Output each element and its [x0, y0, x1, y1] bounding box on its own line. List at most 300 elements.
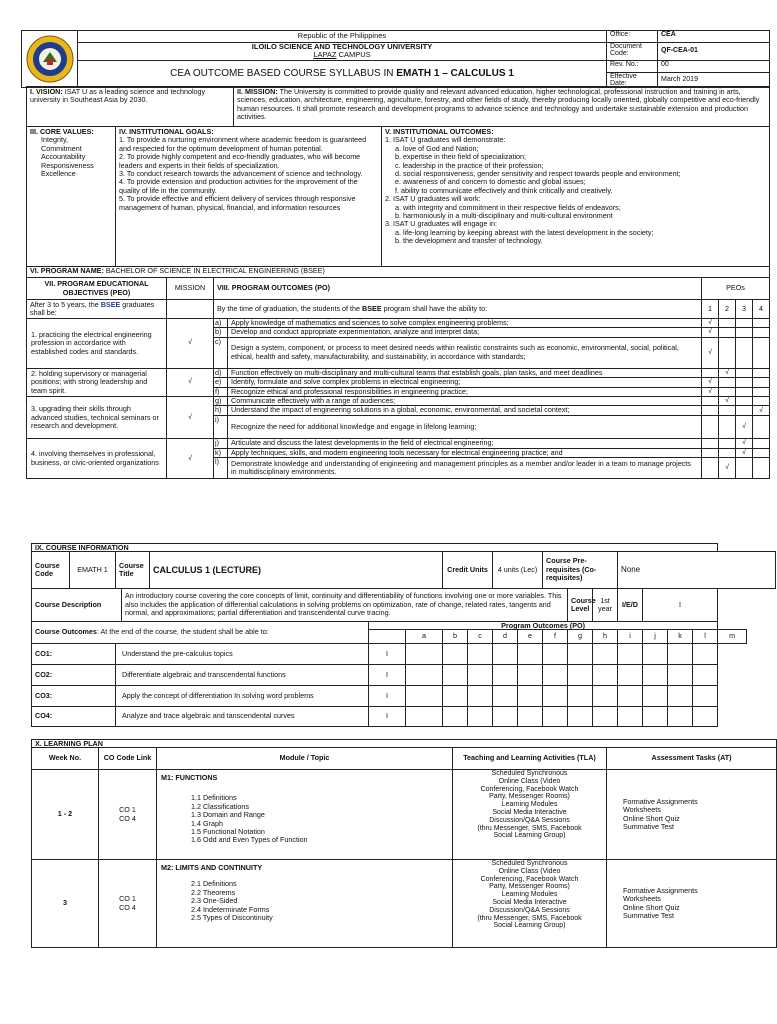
peo-text: 2. holding supervisory or managerial positions; with strong leadership and team spirit. [27, 368, 167, 396]
lp-tla [453, 770, 607, 860]
co-po-cell [568, 644, 593, 665]
po-text: Recognize the need for additional knowledge and engage in lifelong learning; [228, 416, 702, 439]
co-po-cell [518, 665, 543, 686]
po-letter-header: e [518, 630, 543, 644]
goals-label: IV. INSTITUTIONAL GOALS: [119, 127, 214, 136]
lp-assessment-item: Online Short Quiz [623, 813, 680, 823]
peo-check-cell: √ [702, 387, 719, 396]
peo-check-cell: √ [719, 368, 736, 377]
co-po-cell [668, 686, 693, 707]
rev-label: Rev. No.: [607, 60, 658, 72]
peo-check-cell [702, 397, 719, 406]
co-po-cell [693, 707, 718, 727]
vision-text: ISAT U as a leading science and technology university in Southeast Asia by 2030. [30, 87, 206, 105]
lp-assessment-item: Worksheets [623, 894, 661, 904]
core-value-item: Integrity, [41, 135, 69, 145]
lp-module [157, 770, 453, 860]
peo-check-cell [736, 406, 753, 416]
po-letter: l) [214, 458, 228, 479]
core-values-label: III. CORE VALUES: [30, 127, 94, 136]
peo-text: 3. upgrading their skills through advanced studies, technical seminars or research and development. [27, 397, 167, 439]
peo-check-cell [719, 387, 736, 396]
lp-topic: 2.5 Types of Discontinuity [191, 913, 273, 923]
peo-check-cell [753, 448, 770, 457]
mission-check: √ [167, 397, 214, 439]
co-po-cell [618, 644, 643, 665]
learning-plan-title: X. LEARNING PLAN [32, 740, 777, 748]
lp-row [32, 770, 777, 860]
po-letter: d) [214, 368, 228, 377]
lp-topic: 1.2 Classifications [191, 801, 249, 811]
peo-intro-program: BSEE [100, 299, 121, 309]
peo-check-cell [719, 319, 736, 328]
mission-text: The University is committed to provide quality and relevant advanced education, higher technological, professional instruction and training in arts, sciences, education, architecture, engineering, agriculture, forestry, and other fields of study, thereby producing locally oriented, globally competitive and eco-friendly human resources. It shall promote research and development programs to advance science and technology and undertake sustainable extension and production activities. [237, 87, 760, 122]
co-po-cell [593, 665, 618, 686]
lp-topic: 2.1 Definitions [191, 879, 237, 889]
lp-topic: 2.4 Indeterminate Forms [191, 904, 270, 914]
po-intro-program: BSEE [362, 303, 382, 313]
lp-assessment [607, 770, 777, 860]
outcome-line: 1. ISAT U graduates will demonstrate: [385, 135, 506, 145]
office-label: Office: [607, 31, 658, 43]
peo-check-cell [753, 397, 770, 406]
peo-check-cell [736, 458, 753, 479]
lp-tla-line: Social Learning Group) [493, 922, 566, 930]
co-po-cell [643, 686, 668, 707]
lp-co-item: CO 1 [119, 805, 136, 815]
co-text: Apply the concept of differentiation In solving word problems [116, 686, 369, 707]
university-seal [25, 35, 74, 83]
outcome-line: 3. ISAT U graduates will engage in: [385, 219, 498, 229]
co-po-cell [518, 707, 543, 727]
peo-check-cell: √ [702, 319, 719, 328]
lp-module [157, 860, 453, 948]
peo-intro-text: graduates shall be: [30, 299, 155, 317]
mission-header: MISSION [167, 278, 214, 300]
vision-cell [27, 87, 234, 127]
peo-intro-text: After 3 to 5 years, the [30, 299, 101, 309]
goal-item: 1. To provide a nurturing environment where academic freedom is guaranteed and respected for the optimum development of human potential. [119, 135, 367, 153]
lp-topic: 1.4 Graph [191, 818, 223, 828]
lp-tla-line: Social Learning Group) [493, 832, 566, 840]
po-letter-header: d [493, 630, 518, 644]
course-outcomes-label: Course Outcomes [35, 627, 97, 637]
campus-underlined: LAPAZ [313, 50, 337, 60]
course-title-value: CALCULUS 1 (LECTURE) [150, 552, 443, 589]
outcome-line: e. awareness of and concern to domestic and global issues; [395, 177, 586, 187]
lp-assessment-item: Summative Test [623, 910, 674, 920]
lp-tla [453, 860, 607, 948]
lp-header-week: Week No. [32, 748, 99, 770]
lp-co-item: CO 1 [119, 894, 136, 904]
lp-tla-line: Party, Messenger Rooms) [489, 793, 570, 801]
lp-assessment-item: Formative Assignments [623, 796, 698, 806]
lp-assessment-item: Summative Test [623, 821, 674, 831]
lp-assessment-item: Worksheets [623, 805, 661, 815]
goals-cell [116, 127, 382, 267]
outcome-line: c. leadership in the practice of their profession; [395, 160, 544, 170]
lp-tla-line: Online Class (Video [498, 777, 561, 785]
co-ied: I [369, 686, 406, 707]
lp-co-item: CO 4 [119, 902, 136, 912]
co-po-cell [543, 707, 568, 727]
course-info-table [31, 543, 776, 727]
prereq-label: Course Pre-requisites (Co-requisites) [543, 552, 618, 589]
peo-check-cell [719, 448, 736, 457]
po-text: Apply techniques, skills, and modern engineering tools necessary for electrical engineering practice; and [228, 448, 702, 457]
co-po-cell [468, 686, 493, 707]
lp-topic: 1.1 Definitions [191, 793, 237, 803]
co-po-cell [406, 707, 443, 727]
peo-check-cell [736, 328, 753, 337]
eff-value: March 2019 [658, 72, 770, 87]
peo-check-cell [736, 387, 753, 396]
outcome-line: a. love of God and Nation; [395, 143, 479, 153]
course-level-value: 1st year [593, 589, 618, 622]
po-letter: e) [214, 378, 228, 387]
peo-check-cell: √ [736, 439, 753, 448]
lp-topic: 1.6 Odd and Even Types of Function [191, 835, 308, 845]
co-po-cell [668, 665, 693, 686]
peo-col-header: 1 [702, 300, 719, 319]
doc-code-value: QF-CEA-01 [658, 43, 770, 61]
lp-week: 3 [32, 860, 99, 948]
co-po-cell [468, 707, 493, 727]
course-level-label: Course Level [568, 589, 593, 622]
co-code: CO4: [32, 707, 116, 727]
course-desc-value: An introductory course covering the core concepts of limit, continuity and differentiability of functions involving one or more variables. This also includes the application of differential calculations in solving problems on optimization, rate of change, related rates, tangents and normal, and approximations; partial differentiation and transcendental curve tracing. [122, 589, 568, 622]
peo-check-cell [736, 378, 753, 387]
course-outcomes-intro [32, 622, 369, 644]
co-po-cell [668, 707, 693, 727]
lp-topic: 1.3 Domain and Range [191, 810, 265, 820]
lp-tla-line: Online Class (Video [498, 867, 561, 875]
po-letter-header: f [543, 630, 568, 644]
co-po-cell [468, 665, 493, 686]
goal-item: 4. To provide extension and production activities for the improvement of the quality of life in the community. [119, 177, 358, 195]
course-code-value: EMATH 1 [70, 552, 116, 589]
course-info-title: IX. COURSE INFORMATION [32, 544, 718, 552]
peo-check-cell [753, 387, 770, 396]
peo-check-cell [719, 378, 736, 387]
lp-header-tla: Teaching and Learning Activities (TLA) [453, 748, 607, 770]
peo-check-cell [702, 368, 719, 377]
peo-check-cell [719, 439, 736, 448]
logo-cell [22, 31, 78, 88]
peo-check-cell: √ [702, 337, 719, 368]
po-letter: g) [214, 397, 228, 406]
lp-assessment-item: Formative Assignments [623, 885, 698, 895]
outcomes-cell [382, 127, 770, 267]
po-text: Develop and conduct appropriate experimentation, analyze and interpret data; [228, 328, 702, 337]
peo-check-cell: √ [702, 328, 719, 337]
peo-check-cell [702, 458, 719, 479]
po-group-header: Program Outcomes (PO) [369, 622, 718, 630]
po-row [27, 439, 770, 448]
peo-col-header: 4 [753, 300, 770, 319]
co-po-cell [543, 644, 568, 665]
lp-tla-line: Discussion/Q&A Sessions [489, 906, 570, 914]
co-code: CO1: [32, 644, 116, 665]
po-intro-text: program shall have the ability to: [381, 303, 488, 313]
peo-check-cell: √ [719, 458, 736, 479]
co-row [32, 665, 776, 686]
po-text: Function effectively on multi-disciplinary and multi-cultural teams that establish goals, plan tasks, and meet deadlines [228, 368, 702, 377]
co-po-cell [443, 665, 468, 686]
lp-row [32, 860, 777, 948]
peo-check-cell [702, 416, 719, 439]
co-code: CO2: [32, 665, 116, 686]
lp-header-module: Module / Topic [157, 748, 453, 770]
co-po-cell [643, 644, 668, 665]
peo-check-cell [753, 319, 770, 328]
peo-check-cell [736, 368, 753, 377]
po-letter: i) [214, 416, 228, 439]
co-po-cell [618, 665, 643, 686]
co-po-cell [468, 644, 493, 665]
peo-check-cell: √ [736, 416, 753, 439]
credit-value: 4 units (Lec) [493, 552, 543, 589]
lp-module-title: M2: LIMITS AND CONTINUITY [161, 863, 263, 872]
co-po-cell [593, 707, 618, 727]
outcome-line: a. life-long learning by keeping abreast with the latest development in the society; [395, 227, 654, 237]
po-letter-header: c [468, 630, 493, 644]
co-po-cell [643, 707, 668, 727]
po-text: Design a system, component, or process to meet desired needs within realistic constraints such as economic, environmental, social, political, ethical, health and safety, manufacturability, and sustainability, in accordance with standards; [228, 337, 702, 368]
lp-assessment-item: Online Short Quiz [623, 902, 680, 912]
po-letter-header: g [568, 630, 593, 644]
po-letter-header: k [668, 630, 693, 644]
peo-check-cell: √ [719, 397, 736, 406]
lp-header-co: CO Code Link [99, 748, 157, 770]
core-value-item: Accountability [41, 152, 86, 162]
po-text: Communicate effectively with a range of audiences; [228, 397, 702, 406]
peo-check-cell [753, 368, 770, 377]
peo-check-cell [753, 337, 770, 368]
po-letter-header: j [643, 630, 668, 644]
core-value-item: Excellence [41, 169, 76, 179]
co-code: CO3: [32, 686, 116, 707]
mission-check: √ [167, 439, 214, 479]
peo-check-cell [753, 458, 770, 479]
outcome-line: 2. ISAT U graduates will work: [385, 194, 481, 204]
syllabus-course-title: EMATH 1 – CALCULUS 1 [396, 67, 514, 79]
po-ied-col-header [369, 630, 406, 644]
co-po-cell [406, 665, 443, 686]
peo-col-header: 3 [736, 300, 753, 319]
lp-tla-line: Scheduled Synchronous [491, 860, 568, 867]
peo-check-cell [736, 397, 753, 406]
syllabus-title-prefix: CEA OUTCOME BASED COURSE SYLLABUS IN [170, 67, 397, 79]
prereq-value: None [618, 552, 776, 589]
program-name-label: VI. PROGRAM NAME: [30, 266, 104, 275]
peo-text: 1. practicing the electrical engineering profession in accordance with established codes and standards. [27, 319, 167, 369]
credit-label: Credit Units [443, 552, 493, 589]
core-values-list [30, 136, 112, 178]
vision-mission-table [26, 86, 770, 127]
lp-topic: 2.3 One-Sided [191, 896, 238, 906]
co-row [32, 644, 776, 665]
co-po-cell [493, 686, 518, 707]
lp-assessment [607, 860, 777, 948]
co-po-cell [543, 686, 568, 707]
co-row [32, 686, 776, 707]
co-po-cell [443, 707, 468, 727]
co-po-cell [668, 644, 693, 665]
peo-check-cell [753, 416, 770, 439]
core-value-item: Responsiveness [41, 160, 94, 170]
co-po-cell [493, 707, 518, 727]
lp-tla-line: Conferencing, Facebook Watch [480, 875, 579, 883]
mission-check: √ [167, 368, 214, 396]
co-po-cell [568, 686, 593, 707]
peo-check-cell [719, 337, 736, 368]
co-ied: I [369, 665, 406, 686]
po-letter: f) [214, 387, 228, 396]
co-ied: I [369, 644, 406, 665]
vision-label: I. VISION: [30, 87, 63, 96]
peo-check-cell [736, 337, 753, 368]
goal-item: 3. To conduct research towards the advancement of science and technology. [119, 169, 363, 179]
peo-check-cell [719, 328, 736, 337]
co-po-cell [693, 665, 718, 686]
goal-item: 2. To provide highly competent and eco-friendly graduates, who will become leaders and experts in their fields of specialization. [119, 152, 361, 170]
po-header: VIII. PROGRAM OUTCOMES (PO) [214, 278, 702, 300]
outcome-line: d. social responsiveness, gender sensitivity and respect towards people and environment; [395, 169, 681, 179]
peo-header: VII. PROGRAM EDUCATIONAL OBJECTIVES (PEO) [27, 278, 167, 300]
program-name-value: BACHELOR OF SCIENCE IN ELECTRICAL ENGINEERING (BSEE) [103, 266, 325, 275]
peo-check-cell: √ [702, 378, 719, 387]
lp-tla-line: Party, Messenger Rooms) [489, 883, 570, 891]
seal-icon [26, 35, 74, 83]
co-po-cell [593, 686, 618, 707]
peo-check-cell [736, 319, 753, 328]
co-body [32, 644, 776, 727]
co-po-cell [443, 644, 468, 665]
lp-tla-line: Scheduled Synchronous [491, 770, 568, 777]
outcome-line: f. ability to communicate effectively and think critically and creatively. [395, 185, 613, 195]
peo-col-header: 2 [719, 300, 736, 319]
peo-check-cell [702, 406, 719, 416]
mission-check: √ [167, 319, 214, 369]
po-letter-header: l [693, 630, 718, 644]
university-name: ILOILO SCIENCE AND TECHNOLOGY UNIVERSITY [251, 42, 433, 51]
peo-check-cell [753, 439, 770, 448]
po-letter: j) [214, 439, 228, 448]
po-letter: a) [214, 319, 228, 328]
ied-value: I [643, 589, 718, 622]
co-po-cell [568, 707, 593, 727]
po-letter-header: i [618, 630, 643, 644]
co-po-cell [406, 686, 443, 707]
lp-topic: 1.5 Functional Notation [191, 827, 265, 837]
po-text: Recognize ethical and professional responsibilities in engineering practice; [228, 387, 702, 396]
po-text: Demonstrate knowledge and understanding of engineering and management principles as a member and/or leader in a team to manage projects in multidisciplinary environments. [228, 458, 702, 479]
program-name-row [27, 267, 770, 278]
lp-topic: 2.2 Theorems [191, 887, 236, 897]
po-intro-text: By the time of graduation, the students of the [217, 303, 363, 313]
lp-module-title: M1: FUNCTIONS [161, 773, 218, 782]
lp-tla-line: Learning Modules [501, 891, 558, 899]
po-text: Understand the impact of engineering solutions in a global, economic, environmental, and societal context; [228, 406, 702, 416]
lp-tla-line: Discussion/Q&A Sessions [489, 816, 570, 824]
lp-body [32, 770, 777, 948]
po-letter: b) [214, 328, 228, 337]
goal-item: 5. To provide effective and efficient delivery of services through responsive management of human, physical, financial, and information resources [119, 194, 356, 212]
values-goals-outcomes-table [26, 126, 770, 267]
peo-check-cell [719, 416, 736, 439]
co-po-cell [493, 665, 518, 686]
co-text: Differentiate algebraic and transcendental functions [116, 665, 369, 686]
lp-tla-line: Social Media Interactive [492, 808, 567, 816]
co-po-cell [518, 644, 543, 665]
peos-header: PEOs [702, 278, 770, 300]
co-row [32, 707, 776, 727]
peo-check-cell [753, 378, 770, 387]
peo-check-cell [753, 328, 770, 337]
lp-tla-line: (thru Messenger, SMS, Facebook [477, 824, 582, 832]
po-intro [214, 300, 702, 319]
po-letter-header: h [593, 630, 618, 644]
syllabus-title [78, 60, 607, 87]
po-letter-header: b [443, 630, 468, 644]
po-letter-header: m [718, 630, 747, 644]
core-value-item: Commitment [41, 143, 82, 153]
doc-code-label: Document Code: [607, 43, 658, 61]
co-text: Analyze and trace algebraic and tanscendental curves [116, 707, 369, 727]
co-po-cell [543, 665, 568, 686]
mission-label: II. MISSION: [237, 87, 278, 96]
lp-co-link [99, 860, 157, 948]
po-letter-header: a [406, 630, 443, 644]
republic-line: Republic of the Philippines [78, 31, 607, 43]
peo-check-cell: √ [753, 406, 770, 416]
document-header [21, 30, 770, 88]
lp-header-at: Assessment Tasks (AT) [607, 748, 777, 770]
co-po-cell [593, 644, 618, 665]
po-text: Identify, formulate and solve complex problems in electrical engineering; [228, 378, 702, 387]
co-po-cell [693, 644, 718, 665]
po-letter: k) [214, 448, 228, 457]
peo-po-table [26, 266, 770, 479]
co-po-cell [618, 686, 643, 707]
outcome-line: b. expertise in their field of specialization; [395, 152, 527, 162]
ied-label: I/E/D [618, 589, 643, 622]
lp-co-item: CO 4 [119, 813, 136, 823]
co-po-cell [618, 707, 643, 727]
lp-tla-line: Learning Modules [501, 801, 558, 809]
co-po-cell [643, 665, 668, 686]
campus-rest: CAMPUS [336, 50, 371, 60]
course-outcomes-text: : At the end of the course, the student shall be able to: [96, 627, 269, 637]
lp-tla-line: Social Media Interactive [492, 898, 567, 906]
lp-tla-line: Conferencing, Facebook Watch [480, 785, 579, 793]
course-code-label: Course Code [32, 552, 70, 589]
campus-name [81, 51, 603, 59]
outcome-line: a. with integrity and commitment in their respective fields of endeavors; [395, 202, 621, 212]
mission-blank [167, 300, 214, 319]
mission-cell [234, 87, 770, 127]
peo-check-cell [702, 439, 719, 448]
po-letter: c) [214, 337, 228, 368]
peo-check-cell: √ [736, 448, 753, 457]
office-value: CEA [658, 31, 770, 43]
po-text: Apply knowledge of mathematics and sciences to solve complex engineering problems; [228, 319, 702, 328]
co-text: Understand the pre-calculus topics [116, 644, 369, 665]
lp-co-link [99, 770, 157, 860]
peo-check-cell [719, 406, 736, 416]
po-text: Articulate and discuss the latest developments in the field of electrical engineering; [228, 439, 702, 448]
